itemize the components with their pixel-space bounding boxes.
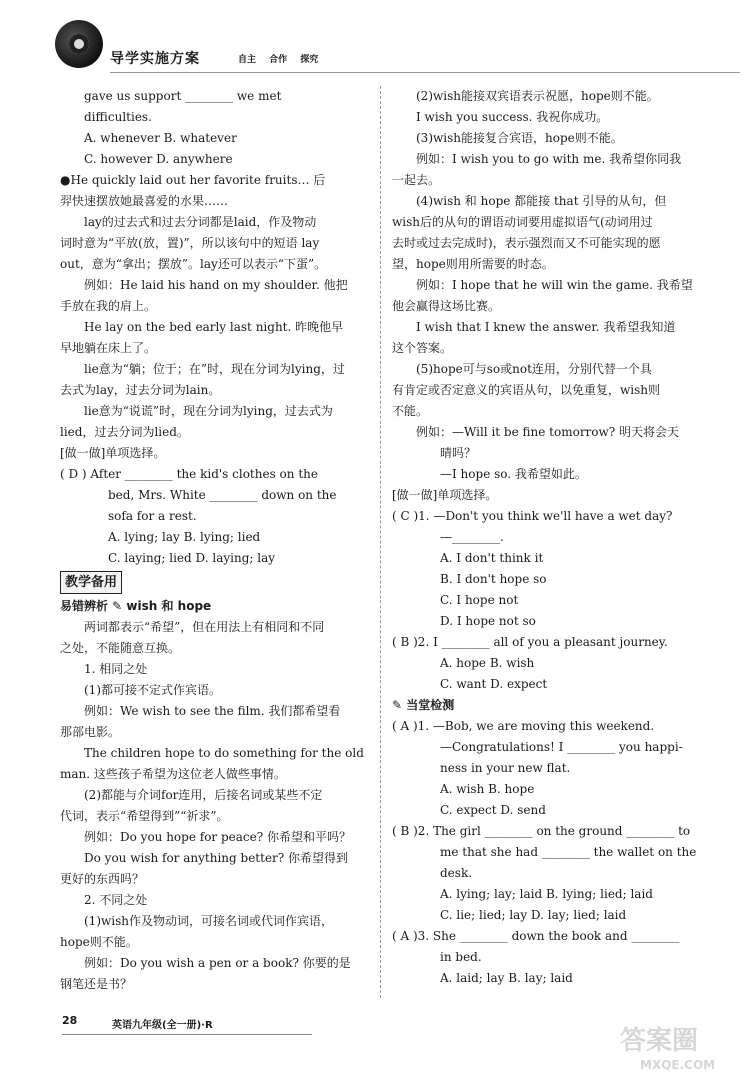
text-line: D. I hope not so	[440, 614, 536, 628]
mascot-logo-icon	[55, 20, 103, 68]
footer-rule	[62, 1034, 312, 1035]
text-line: 代词，表示“希望得到”“祈求”。	[60, 809, 229, 823]
text-line: wish后的从句的谓语动词要用虚拟语气(动词用过	[392, 215, 653, 229]
text-line: 例如：I wish you to go with me. 我希望你同我	[416, 152, 682, 166]
text-line: I wish you success. 我祝你成功。	[416, 110, 609, 124]
text-line: hope则不能。	[60, 935, 138, 949]
text-line: ( B )2. I ________ all of you a pleasant journey.	[392, 635, 668, 649]
text-line: 更好的东西吗？	[60, 872, 145, 886]
subsection-heading: 易错辨析 ✎ wish 和 hope	[60, 599, 212, 613]
text-line: me that she had ________ the wallet on the	[440, 845, 697, 859]
text-line: 之处，不能随意互换。	[60, 641, 181, 655]
text-line: 例如：Do you wish a pen or a book? 你要的是	[84, 956, 351, 970]
text-line: 词时意为“平放(放，置)”，所以该句中的短语 lay	[60, 236, 320, 250]
text-line	[60, 569, 370, 596]
text-line: C. laying; lied D. laying; lay	[108, 551, 276, 565]
text-line: 一起去。	[392, 173, 441, 187]
subsection-heading: ✎ 当堂检测	[392, 698, 454, 712]
text-line: ( B )2. The girl ________ on the ground ________ to	[392, 824, 691, 838]
text-line: A. hope B. wish	[440, 656, 535, 670]
text-line: 那部电影。	[60, 725, 121, 739]
text-line	[60, 596, 370, 617]
text-line: lied，过去分词为lied。	[60, 425, 189, 439]
text-line: (3)wish能接复合宾语，hope则不能。	[416, 131, 623, 145]
text-line: He lay on the bed early last night. 昨晚他早	[84, 320, 344, 334]
text-line: lay的过去式和过去分词都是laid，作及物动	[84, 215, 317, 229]
page-footer	[62, 1010, 322, 1036]
text-line: sofa for a rest.	[108, 509, 197, 523]
text-line: —I hope so. 我希望如此。	[440, 467, 587, 481]
text-line: C. I hope not	[440, 593, 519, 607]
text-line: (1)都可接不定式作宾语。	[84, 683, 221, 697]
text-line: C. want D. expect	[440, 677, 548, 691]
watermark-url: MXQE.COM	[640, 1058, 716, 1072]
text-line: C. however D. anywhere	[84, 152, 233, 166]
text-line: 去式为lay，过去分词为lain。	[60, 383, 221, 397]
text-line: A. whenever B. whatever	[84, 131, 237, 145]
text-line: 例如：He laid his hand on my shoulder. 他把	[84, 278, 348, 292]
section-heading: 教学备用	[60, 571, 122, 594]
text-line: —Congratulations! I ________ you happi-	[440, 740, 683, 754]
text-line: 两词都表示“希望”，但在用法上有相同和不同	[84, 620, 325, 634]
text-line: ( C )1. —Don't you think we'll have a wet day?	[392, 509, 673, 523]
text-line: Do you wish for anything better? 你希望得到	[84, 851, 349, 865]
text-line: A. lying; lay B. lying; lied	[108, 530, 261, 544]
text-line: —________.	[440, 530, 504, 544]
left-column	[60, 86, 370, 995]
text-line: ● He quickly laid out her favorite fruits… 后	[60, 170, 370, 191]
text-line: (5)hope可与so或not连用，分别代替一个具	[416, 362, 652, 376]
text-line: 有肯定或否定意义的宾语从句，以免重复，wish则	[392, 383, 660, 397]
text-line: A. lying; lay; laid B. lying; lied; laid	[440, 887, 653, 901]
text-line: 例如：I hope that he will win the game. 我希望	[416, 278, 693, 292]
text-line: 羿快速摆放她最喜爱的水果……	[60, 194, 229, 208]
text-line: man. 这些孩子希望为这位老人做些事情。	[60, 767, 286, 781]
watermark-logo	[620, 1020, 735, 1080]
page-number: 28	[62, 1014, 78, 1027]
book-title: 英语九年级(全一册)·R	[112, 1020, 213, 1031]
text-line: 不能。	[392, 404, 429, 418]
text-line	[392, 695, 702, 716]
text-line: 例如：We wish to see the film. 我们都希望看	[84, 704, 341, 718]
text-line: gave us support ________ we met	[84, 89, 282, 103]
text-line: ( A )3. She ________ down the book and ________	[392, 929, 680, 943]
text-line: I wish that I knew the answer. 我希望我知道	[416, 320, 676, 334]
text-line: (2)wish能接双宾语表示祝愿，hope则不能。	[416, 89, 659, 103]
text-line: C. lie; lied; lay D. lay; lied; laid	[440, 908, 627, 922]
text-line: (2)都能与介词for连用，后接名词或某些不定	[84, 788, 323, 802]
text-line: 例如：Do you hope for peace? 你希望和平吗？	[84, 830, 351, 844]
page-header	[50, 8, 740, 78]
text-line: (1)wish作及物动词，可接名词或代词作宾语，	[84, 914, 333, 928]
column-divider	[380, 86, 381, 998]
right-column	[392, 86, 702, 989]
text-line: C. expect D. send	[440, 803, 546, 817]
text-line: 手放在我的肩上。	[60, 299, 157, 313]
text-line: (4)wish 和 hope 都能接 that 引导的从句，但	[416, 194, 667, 208]
header-title: 导学实施方案	[110, 51, 200, 67]
text-line: [做一做]单项选择。	[60, 446, 166, 460]
text-line: ( D ) After ________ the kid's clothes on the	[60, 467, 318, 481]
text-line: 1. 相同之处	[84, 662, 148, 676]
text-line: A. wish B. hope	[440, 782, 535, 796]
text-line: 望，hope则用所需要的时态。	[392, 257, 554, 271]
text-line: 2. 不同之处	[84, 893, 148, 907]
text-line: The children hope to do something for the old	[84, 746, 364, 760]
text-line: 钢笔还是书？	[60, 977, 133, 991]
text-line: ness in your new flat.	[440, 761, 571, 775]
text-line: A. laid; lay B. lay; laid	[440, 971, 573, 985]
text-line: in bed.	[440, 950, 482, 964]
text-line: desk.	[440, 866, 473, 880]
text-line: 他会赢得这场比赛。	[392, 299, 501, 313]
text-line: 例如：—Will it be fine tomorrow? 明天将会天	[416, 425, 680, 439]
text-line: A. I don't think it	[440, 551, 544, 565]
text-line: 去时或过去完成时)，表示强烈而又不可能实现的愿	[392, 236, 661, 250]
text-line: 早地躺在床上了。	[60, 341, 157, 355]
text-line: 这个答案。	[392, 341, 453, 355]
header-rule	[110, 72, 740, 73]
text-line: [做一做]单项选择。	[392, 488, 498, 502]
text-line: difficulties.	[84, 110, 152, 124]
text-line: bed, Mrs. White ________ down on the	[108, 488, 337, 502]
text-line: ( A )1. —Bob, we are moving this weekend.	[392, 719, 655, 733]
header-subtitle: 自主 合作 探究	[238, 55, 319, 65]
text-line: lie意为“躺；位于；在”时，现在分词为lying，过	[84, 362, 345, 376]
text-line: out，意为“拿出；摆放”。lay还可以表示“下蛋”。	[60, 257, 327, 271]
text-line: B. I don't hope so	[440, 572, 547, 586]
watermark-text: 答案圈	[620, 1026, 699, 1056]
text-line: lie意为“说谎”时，现在分词为lying，过去式为	[84, 404, 333, 418]
text-line: 晴吗？	[440, 446, 477, 460]
